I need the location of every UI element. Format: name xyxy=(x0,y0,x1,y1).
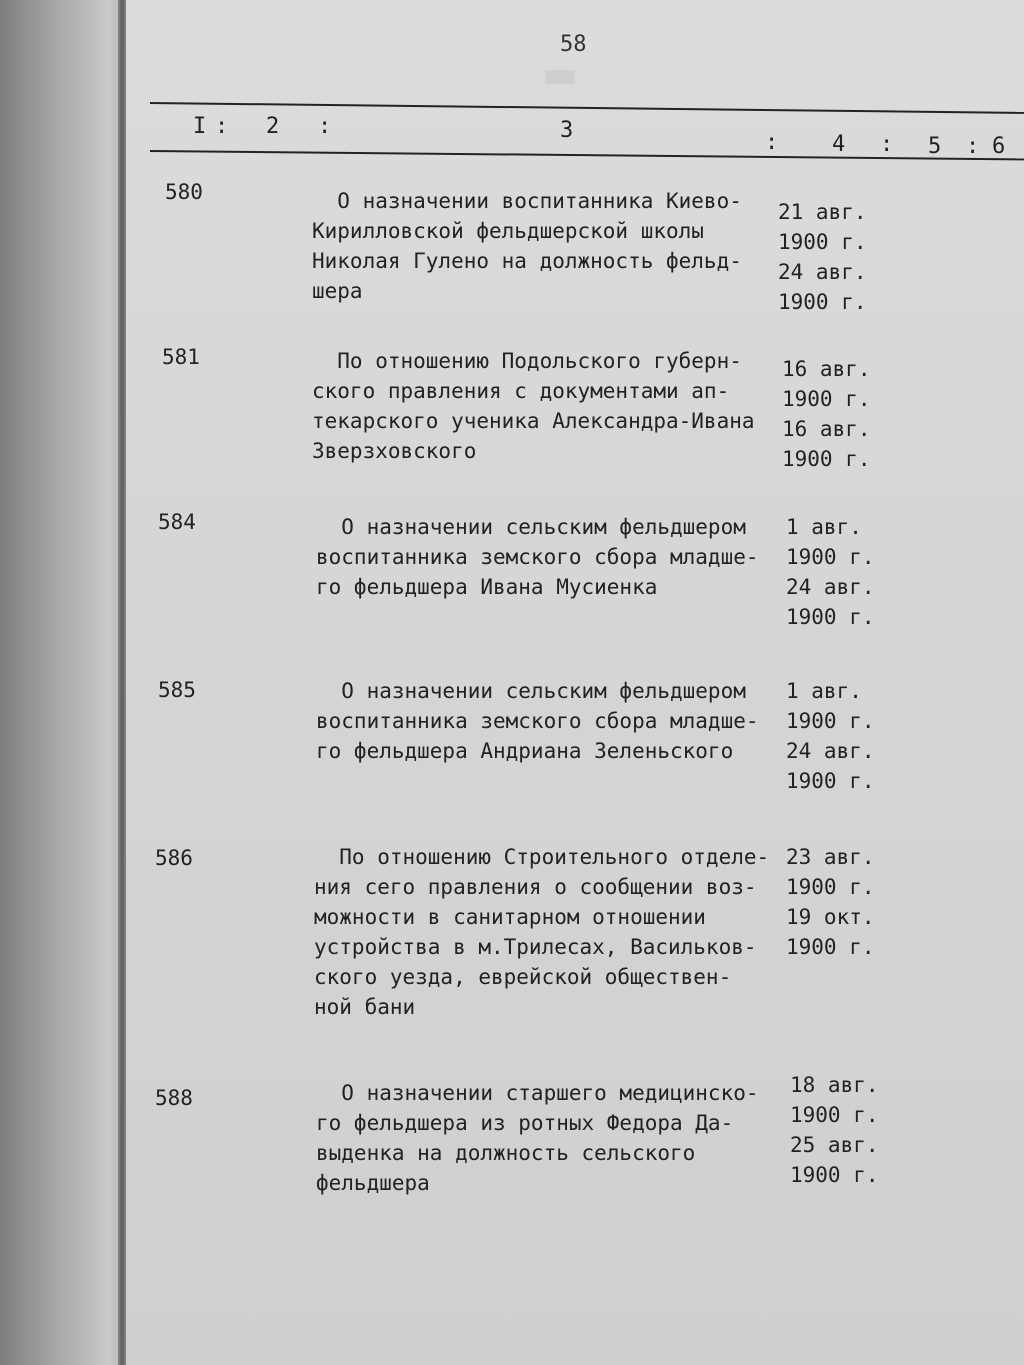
entry-line: ского уезда, еврейской обществен- xyxy=(314,965,732,989)
col-sep: : xyxy=(765,130,779,155)
entry-line: О назначении старшего медицинско- xyxy=(316,1081,759,1105)
date-end: 24 авг. xyxy=(786,575,875,599)
entry-line: воспитанника земского сбора младше- xyxy=(316,545,759,569)
entry-dates xyxy=(790,1070,879,1190)
entry-line: устройства в м.Трилесах, Васильков- xyxy=(314,935,757,959)
entry-line: го фельдшера Ивана Мусиенка xyxy=(316,575,658,599)
entry-dates xyxy=(786,842,875,962)
date-end-year: 1900 г. xyxy=(786,605,875,629)
col-sep: : xyxy=(880,132,894,157)
entry-number: 585 xyxy=(158,678,196,702)
entry-line: фельдшера xyxy=(316,1171,430,1195)
col-4-label: 4 xyxy=(832,132,846,157)
col-sep: : xyxy=(966,134,980,159)
entry-line: Кирилловской фельдшерской школы xyxy=(312,219,704,243)
date-end-year: 1900 г. xyxy=(782,447,871,471)
date-start-year: 1900 г. xyxy=(782,387,871,411)
entry-description xyxy=(314,842,769,1022)
date-start: 21 авг. xyxy=(778,200,867,224)
date-start: 1 авг. xyxy=(786,515,862,539)
col-sep: : xyxy=(318,114,332,139)
entry-line: ского правления с документами ап- xyxy=(312,379,730,403)
entry-number: 584 xyxy=(158,510,196,534)
entry-line: го фельдшера Андриана Зеленьского xyxy=(316,739,734,763)
col-sep: : xyxy=(215,114,229,139)
entry-number: 586 xyxy=(155,846,193,870)
entry-line: выденка на должность сельского xyxy=(316,1141,696,1165)
entry-line: го фельдшера из ротных Федора Да- xyxy=(316,1111,734,1135)
date-start: 1 авг. xyxy=(786,679,862,703)
entry-dates xyxy=(782,354,871,474)
date-end: 19 окт. xyxy=(786,905,875,929)
entry-line: Николая Гулено на должность фельд- xyxy=(312,249,742,273)
date-end: 24 авг. xyxy=(786,739,875,763)
date-start-year: 1900 г. xyxy=(786,709,875,733)
col-2-label: 2 xyxy=(266,114,280,139)
col-1-label: I xyxy=(193,114,207,139)
date-end-year: 1900 г. xyxy=(786,935,875,959)
date-start: 18 авг. xyxy=(790,1073,879,1097)
date-start-year: 1900 г. xyxy=(786,545,875,569)
entry-number: 580 xyxy=(165,180,203,204)
col-3-label: 3 xyxy=(560,118,574,143)
entry-description xyxy=(316,676,759,766)
date-end-year: 1900 г. xyxy=(778,290,867,314)
date-end-year: 1900 г. xyxy=(786,769,875,793)
date-start-year: 1900 г. xyxy=(790,1103,879,1127)
entry-dates xyxy=(786,676,875,796)
date-end: 25 авг. xyxy=(790,1133,879,1157)
entry-line: О назначении сельским фельдшером xyxy=(316,515,746,539)
entry-dates xyxy=(786,512,875,632)
entry-line: текарского ученика Александра-Ивана xyxy=(312,409,755,433)
entry-line: воспитанника земского сбора младше- xyxy=(316,709,759,733)
entry-description xyxy=(316,512,759,602)
date-start: 16 авг. xyxy=(782,357,871,381)
entry-line: ния сего правления о сообщении воз- xyxy=(314,875,757,899)
entry-line: По отношению Подольского губерн- xyxy=(312,349,742,373)
entry-line: можности в санитарном отношении xyxy=(314,905,706,929)
entry-line: По отношению Строительного отделе- xyxy=(314,845,770,869)
date-start: 23 авг. xyxy=(786,845,875,869)
entry-description xyxy=(312,186,742,306)
page-number: 58 xyxy=(560,32,587,57)
entry-line: шера xyxy=(312,279,363,303)
entry-number: 581 xyxy=(162,345,200,369)
date-end-year: 1900 г. xyxy=(790,1163,879,1187)
date-start-year: 1900 г. xyxy=(778,230,867,254)
entry-line: О назначении сельским фельдшером xyxy=(316,679,746,703)
entry-description xyxy=(312,346,755,466)
date-end: 24 авг. xyxy=(778,260,867,284)
entry-description xyxy=(316,1078,759,1198)
date-end: 16 авг. xyxy=(782,417,871,441)
entry-number: 588 xyxy=(155,1086,193,1110)
entry-line: Зверзховского xyxy=(312,439,477,463)
entry-dates xyxy=(778,197,867,317)
entry-line: ной бани xyxy=(314,995,416,1019)
date-start-year: 1900 г. xyxy=(786,875,875,899)
col-5-label: 5 xyxy=(928,134,942,159)
col-6-label: 6 xyxy=(992,134,1006,159)
entry-line: О назначении воспитанника Киево- xyxy=(312,189,742,213)
